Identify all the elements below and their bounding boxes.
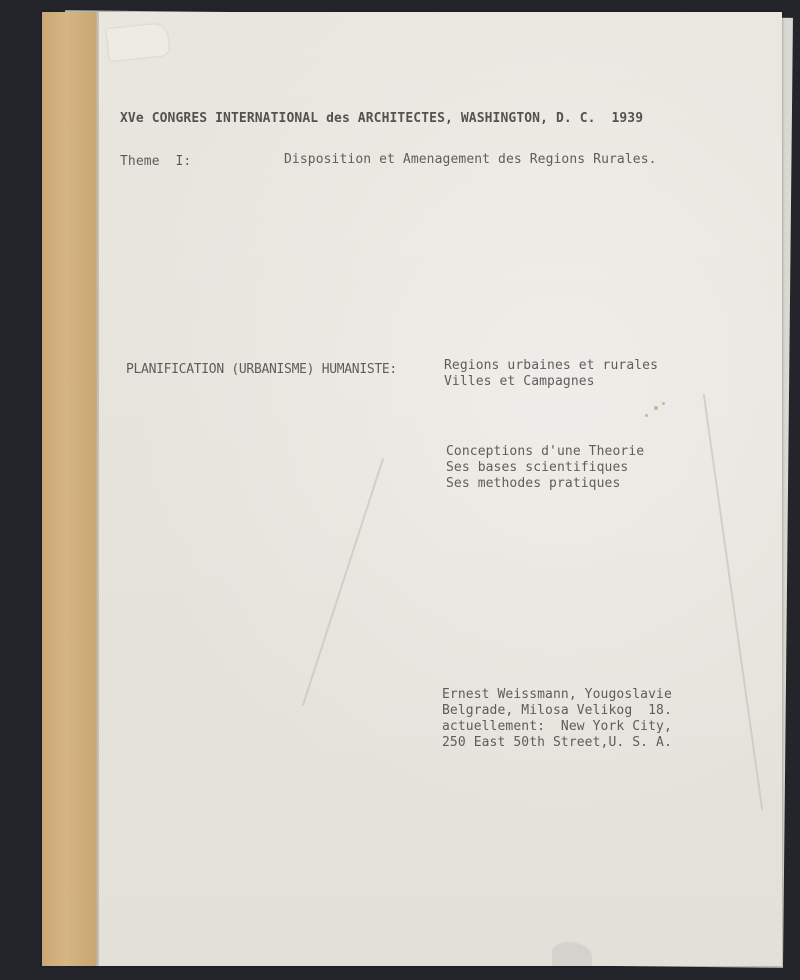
torn-corner bbox=[552, 942, 592, 966]
ink-stain bbox=[654, 406, 658, 410]
concept-line-3: Ses methodes pratiques bbox=[446, 476, 621, 491]
ink-stain bbox=[662, 402, 665, 405]
author-line-2: Belgrade, Milosa Velikog 18. bbox=[442, 703, 672, 718]
author-line-1: Ernest Weissmann, Yougoslavie bbox=[442, 687, 672, 702]
binding-tape-edge bbox=[96, 12, 99, 966]
congress-line: XVe CONGRES INTERNATIONAL des ARCHITECTES, WASHINGTON, D. C. 1939 bbox=[120, 111, 644, 126]
document-page bbox=[42, 12, 782, 966]
author-line-4: 250 East 50th Street,U. S. A. bbox=[442, 735, 672, 750]
tape-tab bbox=[106, 23, 169, 61]
subtitle-line-2: Villes et Campagnes bbox=[444, 374, 595, 389]
theme-label: Theme I: bbox=[120, 154, 192, 169]
subtitle-line-1: Regions urbaines et rurales bbox=[444, 358, 659, 373]
main-title: PLANIFICATION (URBANISME) HUMANISTE: bbox=[126, 362, 397, 377]
concept-line-2: Ses bases scientifiques bbox=[446, 460, 629, 475]
binding-tape bbox=[42, 12, 96, 966]
concept-line-1: Conceptions d'une Theorie bbox=[446, 444, 645, 459]
paper-crease bbox=[302, 458, 384, 706]
theme-title: Disposition et Amenagement des Regions Rurales. bbox=[284, 152, 657, 167]
ink-stain bbox=[645, 414, 648, 417]
author-line-3: actuellement: New York City, bbox=[442, 719, 672, 734]
paper-crease bbox=[703, 394, 763, 810]
